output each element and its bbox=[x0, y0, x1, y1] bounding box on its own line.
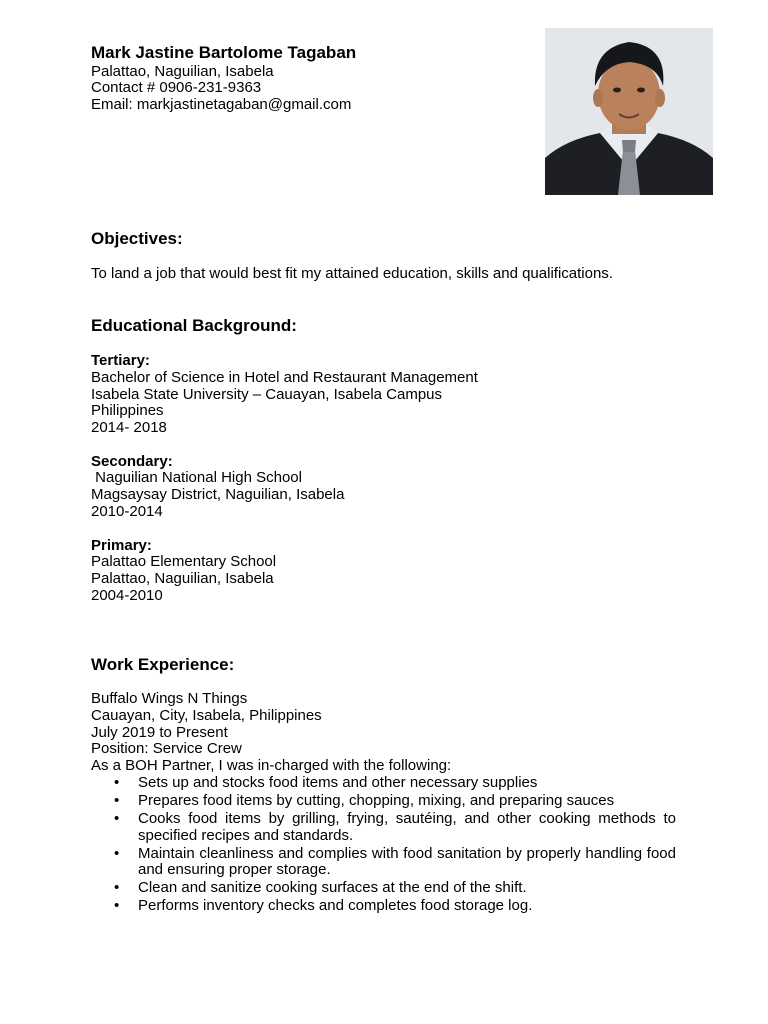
education-heading: Educational Background: bbox=[91, 316, 297, 335]
primary-location: Palattao, Naguilian, Isabela bbox=[91, 570, 274, 587]
bullet-icon: • bbox=[114, 810, 120, 827]
tertiary-label: Tertiary: bbox=[91, 352, 150, 369]
bullet-icon: • bbox=[114, 792, 120, 809]
primary-years: 2004-2010 bbox=[91, 587, 163, 604]
tertiary-years: 2014- 2018 bbox=[91, 419, 167, 436]
work-position: Position: Service Crew bbox=[91, 740, 242, 757]
work-intro: As a BOH Partner, I was in-charged with the following: bbox=[91, 757, 452, 774]
applicant-address: Palattao, Naguilian, Isabela bbox=[91, 63, 274, 80]
secondary-label: Secondary: bbox=[91, 453, 173, 470]
duty-item: • Prepares food items by cutting, chopping, mixing, and preparing sauces bbox=[114, 792, 615, 809]
work-period: July 2019 to Present bbox=[91, 724, 228, 741]
applicant-email: Email: markjastinetagaban@gmail.com bbox=[91, 96, 352, 113]
secondary-school: Naguilian National High School bbox=[91, 469, 302, 486]
secondary-years: 2010-2014 bbox=[91, 503, 163, 520]
objectives-heading: Objectives: bbox=[91, 229, 183, 248]
duty-item: • Clean and sanitize cooking surfaces at the end of the shift. bbox=[114, 879, 527, 896]
tertiary-degree: Bachelor of Science in Hotel and Restaurant Management bbox=[91, 369, 478, 386]
objectives-text: To land a job that would best fit my attained education, skills and qualifications. bbox=[91, 265, 613, 282]
bullet-icon: • bbox=[114, 774, 120, 791]
applicant-name: Mark Jastine Bartolome Tagaban bbox=[91, 43, 357, 62]
bullet-icon: • bbox=[114, 879, 120, 896]
bullet-icon: • bbox=[114, 844, 120, 862]
duty-item: • Sets up and stocks food items and other necessary supplies bbox=[114, 774, 538, 791]
applicant-contact: Contact # 0906-231-9363 bbox=[91, 79, 262, 96]
tertiary-school: Isabela State University – Cauayan, Isabela Campus bbox=[91, 386, 443, 403]
duty-item: • Performs inventory checks and completes food storage log. bbox=[114, 897, 533, 914]
primary-label: Primary: bbox=[91, 537, 152, 554]
primary-school: Palattao Elementary School bbox=[91, 553, 277, 570]
work-company: Buffalo Wings N Things bbox=[91, 690, 248, 707]
duties-list bbox=[91, 775, 676, 916]
work-heading: Work Experience: bbox=[91, 655, 235, 674]
duty-item: • Cooks food items by grilling, frying, sautéing, and other cooking methods to specified recipes and standards. bbox=[114, 810, 676, 844]
secondary-location: Magsaysay District, Naguilian, Isabela bbox=[91, 486, 345, 503]
tertiary-location: Philippines bbox=[91, 402, 164, 419]
portrait-image bbox=[545, 28, 713, 195]
duty-item: • Maintain cleanliness and complies with food sanitation by properly handling food and ensuring proper storage. bbox=[114, 844, 676, 878]
bullet-icon: • bbox=[114, 897, 120, 914]
work-location: Cauayan, City, Isabela, Philippines bbox=[91, 707, 322, 724]
applicant-photo bbox=[545, 28, 713, 195]
